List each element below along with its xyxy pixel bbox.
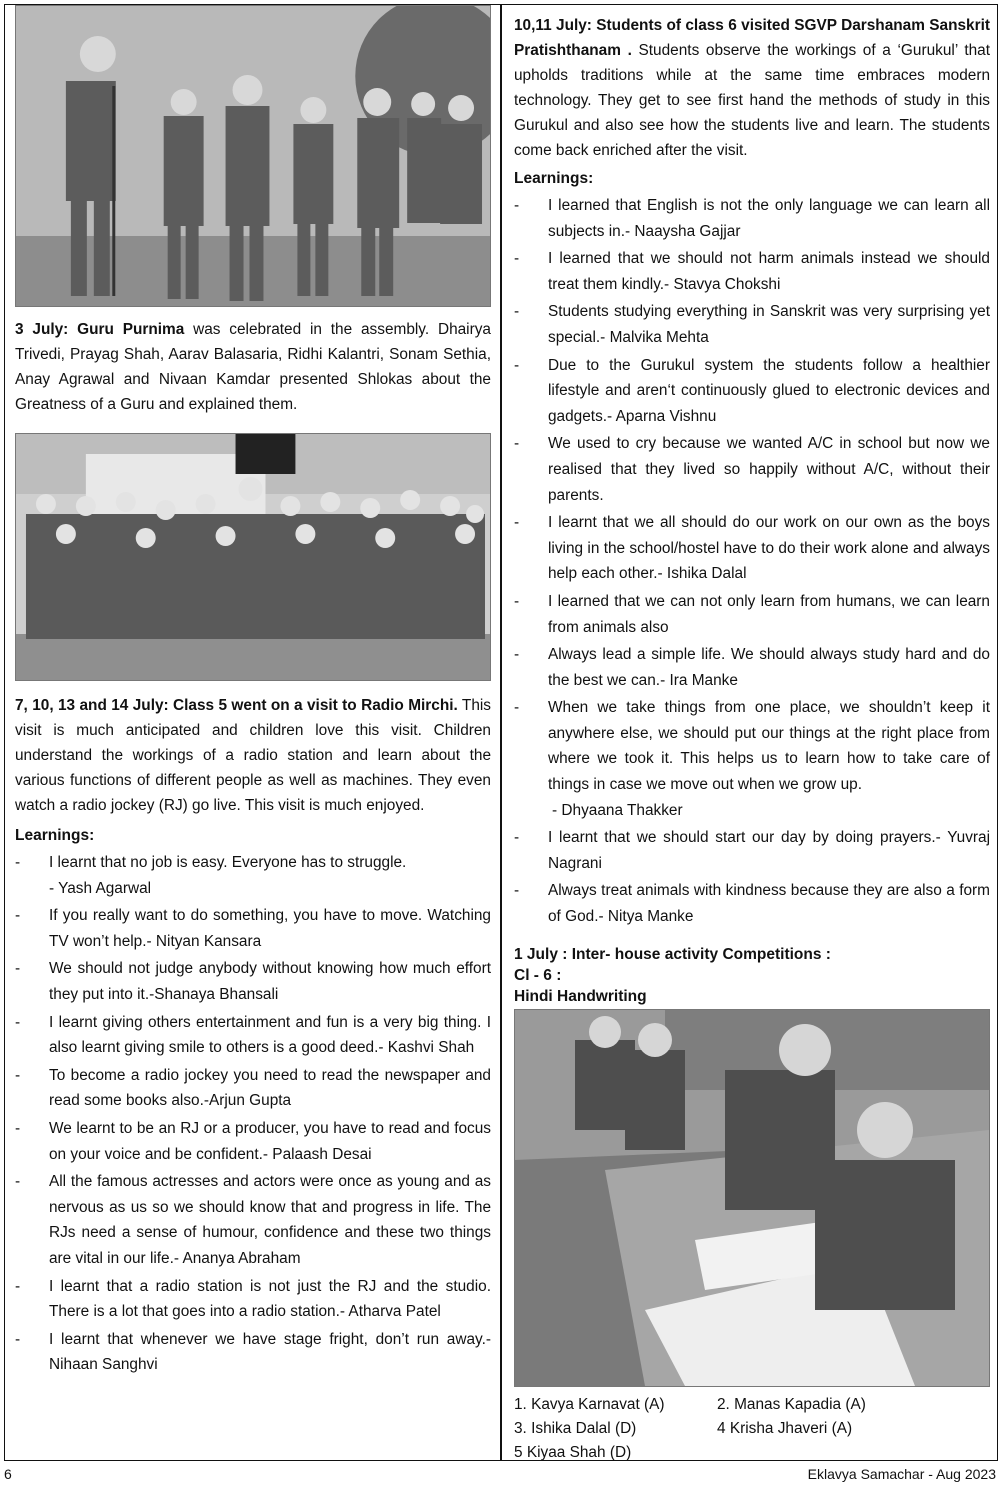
list-item [514, 193, 990, 244]
guru-purnima-text: was celebrated in the assembly. Dhairya Trivedi, Prayag Shah, Aarav Balasaria, Ridhi Kalantri, Sonam Sethia, Anay Agrawal and Nivaan Kamdar presented Shlokas about the Greatness of a Guru and explained them. [15, 321, 491, 413]
guru-purnima-paragraph [15, 317, 491, 417]
list-item [514, 299, 990, 350]
list-item-text: Due to the Gurukul system the students follow a healthier lifestyle and aren‘t continuously glued to electronic devices and gadgets.- Aparna Vishnu [548, 356, 990, 425]
winner-entry: 1. Kavya Karnavat (A) [514, 1395, 665, 1413]
list-item-text: All the famous actresses and actors were once as young and as nervous as us so we should know that and progress in life. The RJs need a sense of humour, confidence and these two things are vital in our life.- Ananya Abraham [49, 1173, 491, 1267]
list-dash: - [15, 1119, 21, 1137]
list-dash: - [15, 854, 21, 871]
list-dash: - [15, 1173, 21, 1191]
winners-row [514, 1441, 990, 1465]
list-item [15, 1010, 491, 1061]
list-dash: - [15, 907, 21, 925]
list-dash: - [514, 303, 520, 321]
list-item-text: I learned that English is not the only language we can learn all subjects in.- Naaysha Gajjar [548, 197, 990, 240]
radio-mirchi-photo [15, 433, 491, 681]
left-learnings-list [15, 850, 491, 1378]
list-item-text: Students studying everything in Sanskrit was very surprising yet special.- Malvika Mehta [548, 303, 990, 346]
list-item-author: - Dhyaana Thakker [552, 801, 683, 819]
list-item-text: I learnt that we all should do our work on our own as the boys living in the school/hostel have to do their work alone and always help each other.- Ishika Dalal [548, 514, 990, 583]
winners-row [514, 1417, 990, 1441]
list-item [15, 850, 491, 901]
list-item [514, 695, 990, 823]
list-item-text: We used to cry because we wanted A/C in school but now we realised that they lived so happily without A/C, without their parents. [548, 435, 990, 504]
right-learnings-heading: Learnings: [514, 170, 594, 187]
list-dash: - [15, 960, 21, 978]
right-learnings-list [514, 193, 990, 930]
list-item [15, 956, 491, 1007]
list-item [514, 589, 990, 640]
competition-class: Cl - 6 : [514, 966, 562, 984]
guru-purnima-photo-art [16, 6, 490, 306]
list-item-text: I learnt that we should start our day by doing prayers.- Yuvraj Nagrani [548, 829, 990, 872]
list-dash: - [514, 829, 520, 847]
list-item-text: We learnt to be an RJ or a producer, you have to read and focus on your voice and be confident.- Palaash Desai [49, 1119, 491, 1163]
list-dash: - [514, 356, 520, 374]
competition-title: 1 July : Inter- house activity Competitions : [514, 945, 831, 963]
list-dash: - [514, 514, 520, 532]
competition-activity: Hindi Handwriting [514, 987, 647, 1005]
radio-mirchi-photo-art [16, 434, 490, 680]
list-item-text: I learnt that whenever we have stage fright, don’t run away.- Nihaan Sanghvi [49, 1330, 491, 1374]
page-number: 6 [4, 1466, 12, 1482]
right-column [504, 5, 999, 1460]
list-dash: - [514, 435, 520, 453]
list-item [514, 510, 990, 587]
list-item [15, 1063, 491, 1114]
list-dash: - [15, 1277, 21, 1295]
sgvp-text: Students observe the workings of a ‘Gurukul’ that upholds traditions while at the same time embraces modern technology. They get to see first hand the methods of study in this Gurukul and also see how the students live and learn. The students come back enriched after the visit. [514, 42, 991, 159]
list-item [514, 246, 990, 297]
list-item [15, 1327, 491, 1378]
list-dash: - [514, 197, 520, 214]
list-item-text: Always lead a simple life. We should always study hard and do the best we can.- Ira Manke [548, 646, 990, 689]
winners-list [514, 1393, 990, 1465]
competition-header [514, 944, 990, 1007]
list-dash: - [514, 250, 520, 268]
list-dash: - [15, 1013, 21, 1031]
radio-mirchi-text: This visit is much anticipated and children love this visit. Children understand the workings of a radio station and learn about the various functions of different people as well as machines. They even watch a radio jockey (RJ) go live. This visit is much enjoyed. [15, 697, 491, 814]
list-item-text: If you really want to do something, you have to move. Watching TV won’t help.- Nityan Kansara [49, 907, 491, 950]
guru-purnima-title: 3 July: Guru Purnima [15, 321, 185, 338]
list-item [514, 431, 990, 508]
list-item-text: I learnt that no job is easy. Everyone has to struggle. [49, 854, 407, 871]
left-column [5, 5, 502, 1460]
left-learnings-heading: Learnings: [15, 827, 95, 844]
radio-mirchi-paragraph [15, 693, 491, 818]
list-item [15, 1116, 491, 1167]
list-item-text: When we take things from one place, we shouldn’t keep it anywhere else, we should put our things at the right place from where we took it. This helps us to learn how to take care of things in case we move out when we grow up. [548, 699, 990, 794]
list-item-text: I learned that we can not only learn from humans, we can learn from animals also [548, 592, 990, 636]
list-item [514, 878, 990, 929]
list-item [514, 825, 990, 876]
page-footer [4, 1466, 996, 1482]
list-item-text: Always treat animals with kindness because they are also a form of God.- Nitya Manke [548, 882, 990, 926]
list-item [15, 1274, 491, 1325]
list-dash: - [514, 646, 520, 664]
list-dash: - [15, 1330, 21, 1348]
winner-entry: 5 Kiyaa Shah (D) [514, 1443, 632, 1461]
radio-mirchi-title: 7, 10, 13 and 14 July: Class 5 went on a visit to Radio Mirchi. [15, 697, 458, 714]
winners-row [514, 1393, 990, 1417]
winner-entry: 2. Manas Kapadia (A) [717, 1395, 866, 1413]
list-dash: - [514, 592, 520, 610]
hindi-handwriting-photo [514, 1009, 990, 1387]
list-item-text: I learnt that a radio station is not just the RJ and the studio. There is a lot that goes into a radio station.- Atharva Patel [49, 1277, 491, 1321]
sgvp-paragraph [514, 13, 990, 163]
winner-entry: 3. Ishika Dalal (D) [514, 1419, 637, 1437]
publication-name: Eklavya Samachar - Aug 2023 [807, 1466, 996, 1482]
list-dash: - [514, 699, 520, 717]
list-item-text: We should not judge anybody without knowing how much effort they put into it.-Shanaya Bhansali [49, 960, 491, 1003]
list-item [15, 903, 491, 954]
list-item-text: I learnt giving others entertainment and fun is a very big thing. I also learnt giving smile to others is a good deed.- Kashvi Shah [49, 1013, 491, 1057]
list-dash: - [514, 882, 520, 900]
list-item [514, 642, 990, 693]
hindi-handwriting-photo-art [515, 1010, 989, 1386]
list-item [514, 353, 990, 430]
list-item-author: - Yash Agarwal [49, 879, 152, 897]
list-item-text: To become a radio jockey you need to read the newspaper and read some books also.-Arjun Gupta [49, 1066, 491, 1110]
list-item-text: I learned that we should not harm animals instead we should treat them kindly.- Stavya Chokshi [548, 250, 990, 293]
page-frame [4, 4, 998, 1461]
winner-entry: 4 Krisha Jhaveri (A) [717, 1419, 853, 1437]
guru-purnima-photo [15, 5, 491, 307]
list-dash: - [15, 1066, 21, 1084]
list-item [15, 1169, 491, 1271]
sgvp-title: 10,11 July: Students of class 6 visited SGVP Darshanam Sanskrit Pratishthanam . [514, 17, 990, 59]
